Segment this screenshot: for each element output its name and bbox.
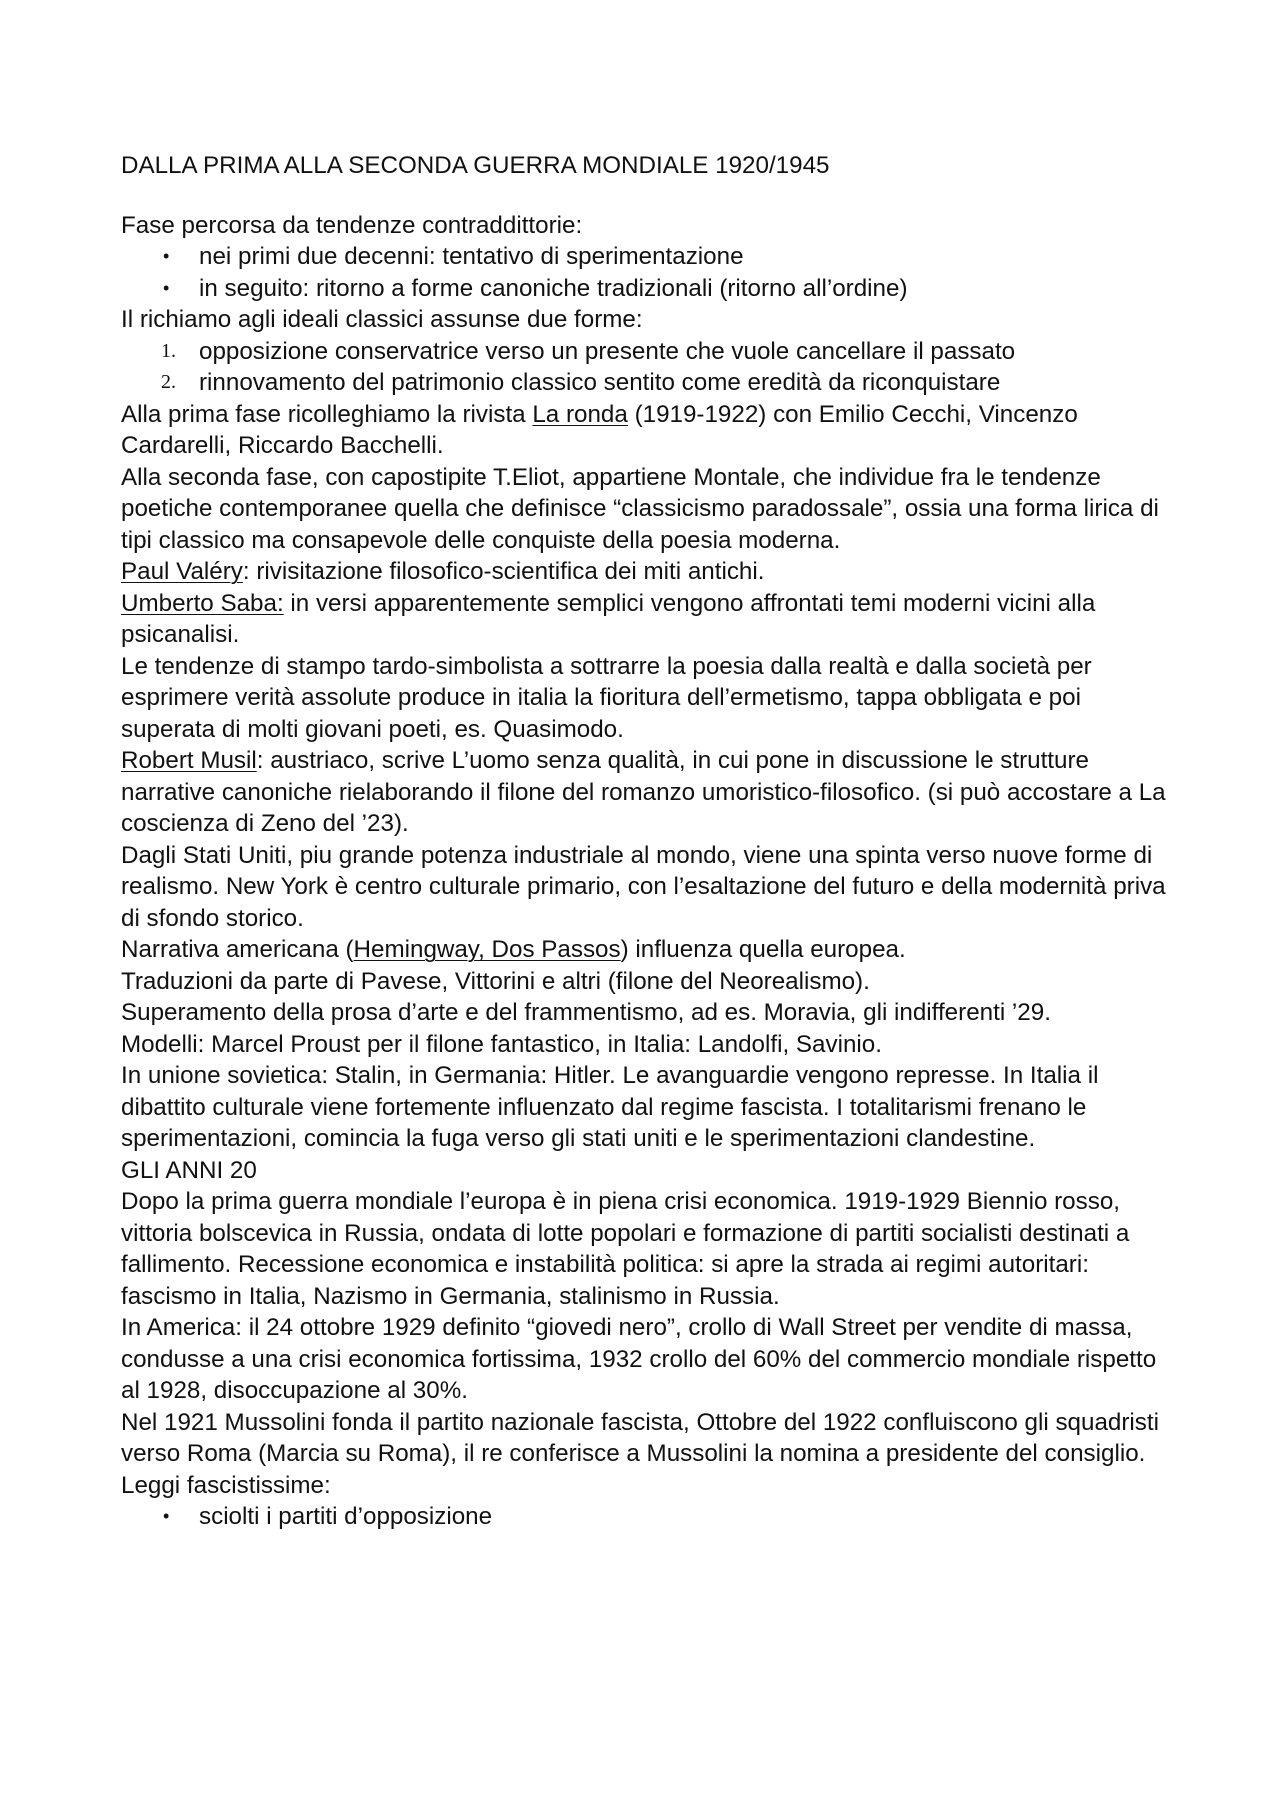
- valery-text: : rivisitazione filosofico-scientifica dei miti antichi.: [242, 558, 765, 585]
- phases-bullet-list: [121, 241, 1181, 304]
- list-item: • nei primi due decenni: tentativo di sperimentazione: [121, 241, 1181, 273]
- document-body: [121, 150, 1181, 1533]
- saba-paragraph: [121, 588, 1181, 651]
- montale-paragraph: Alla seconda fase, con capostipite T.Eliot, appartiene Montale, che individue fra le tendenze poetiche contemporanee quella che definisce “classicismo paradossale”, ossia una forma lirica di tipi classico ma consapevole delle conquiste della poesia moderna.: [121, 463, 1159, 554]
- list-item: [121, 336, 1181, 368]
- unione-paragraph: In unione sovietica: Stalin, in Germania: Hitler. Le avanguardie vengono represse. In Italia il dibattito culturale viene fortemente influenzato dal regime fascista. I totalitarismi frenano le sperimentazioni, comincia la fuga verso gli stati uniti e le sperimentazioni clandestine.: [121, 1062, 1099, 1152]
- ronda-text-pre: Alla prima fase ricolleghiamo la rivista: [121, 400, 533, 428]
- classic-intro-paragraph: Il richiamo agli ideali classici assunse due forme:: [121, 306, 643, 333]
- list-number: 2.: [161, 371, 176, 393]
- musil-name-underlined: Robert Musil: [121, 747, 257, 774]
- musil-paragraph: [121, 745, 1181, 840]
- usa-paragraph: Dagli Stati Uniti, piu grande potenza industriale al mondo, viene una spinta verso nuove forme di realismo. New York è centro culturale primario, con l’esaltazione del futuro e della modernità priva di sfondo storico.: [121, 841, 1166, 932]
- ronda-paragraph: [121, 399, 1181, 462]
- americana-text-post: ) influenza quella europea.: [620, 936, 906, 963]
- musil-text: : austriaco, scrive L’uomo senza qualità, in cui pone in discussione le strutture narrative canoniche rielaborando il filone del romanzo umoristico-filosofico. (si può accostare a La coscienza di Zeno del ’23).: [121, 747, 1166, 837]
- leggi-bullet-list: [121, 1501, 1181, 1533]
- section-heading: GLI ANNI 20: [121, 1156, 257, 1184]
- saba-name-underlined: Umberto Saba:: [121, 589, 284, 617]
- ronda-title-underlined: La ronda: [532, 400, 628, 428]
- america-paragraph: In America: il 24 ottobre 1929 definito “giovedi nero”, crollo di Wall Street per vendite di massa, condusse a una crisi economica fortissima, 1932 crollo del 60% del commercio mondiale rispetto al 1928, disoccupazione al 30%.: [121, 1314, 1157, 1404]
- valery-name-underlined: Paul Valéry: [121, 558, 243, 585]
- page-title: DALLA PRIMA ALLA SECONDA GUERRA MONDIALE 1920/1945: [121, 152, 830, 179]
- list-item: • sciolti i partiti d’opposizione: [121, 1501, 1181, 1533]
- list-item-text: rinnovamento del patrimonio classico sentito come eredità da riconquistare: [199, 369, 1001, 396]
- dopoguerra-paragraph: Dopo la prima guerra mondiale l’europa è in piena crisi economica. 1919-1929 Biennio rosso, vittoria bolscevica in Russia, ondata di lotte popolari e formazione di partiti socialisti destinati a fallimento. Recessione economica e instabilità politica: si apre la strada ai regimi autoritari: fascismo in Italia, Nazismo in Germania, stalinismo in Russia.: [121, 1188, 1130, 1310]
- leggi-intro-paragraph: Leggi fascistissime:: [121, 1471, 331, 1499]
- list-number: 1.: [161, 339, 176, 362]
- ermetismo-paragraph: Le tendenze di stampo tardo-simbolista a sottrarre la poesia dalla realtà e dalla società per esprimere verità assolute produce in italia la fioritura dell’ermetismo, tappa obbligata e poi superata di molti giovani poeti, es. Quasimodo.: [121, 652, 1092, 743]
- traduzioni-paragraph: Traduzioni da parte di Pavese, Vittorini e altri (filone del Neorealismo).: [121, 967, 870, 995]
- americana-authors-underlined: Hemingway, Dos Passos: [353, 936, 621, 963]
- list-item: [121, 367, 1181, 399]
- americana-paragraph: [121, 934, 1181, 966]
- americana-text-pre: Narrativa americana (: [121, 936, 354, 963]
- intro-paragraph: Fase percorsa da tendenze contraddittorie:: [121, 211, 583, 239]
- modelli-paragraph: Modelli: Marcel Proust per il filone fantastico, in Italia: Landolfi, Savinio.: [121, 1030, 882, 1058]
- superamento-paragraph: Superamento della prosa d’arte e del frammentismo, ad es. Moravia, gli indifferenti ’29.: [121, 999, 1051, 1026]
- valery-paragraph: [121, 556, 1181, 588]
- ronda-text-post: (1919-1922) con Emilio Cecchi, Vincenzo Cardarelli, Riccardo Bacchelli.: [121, 400, 1078, 459]
- list-item: • in seguito: ritorno a forme canoniche tradizionali (ritorno all’ordine): [121, 273, 1181, 305]
- list-item-text: opposizione conservatrice verso un presente che vuole cancellare il passato: [199, 337, 1016, 365]
- mussolini-paragraph: Nel 1921 Mussolini fonda il partito nazionale fascista, Ottobre del 1922 confluiscono gli squadristi verso Roma (Marcia su Roma), il re conferisce a Mussolini la nomina a presidente del consiglio.: [121, 1408, 1159, 1467]
- forms-numbered-list: [121, 336, 1181, 399]
- saba-text: in versi apparentemente semplici vengono affrontati temi moderni vicini alla psicanalisi.: [121, 589, 1096, 648]
